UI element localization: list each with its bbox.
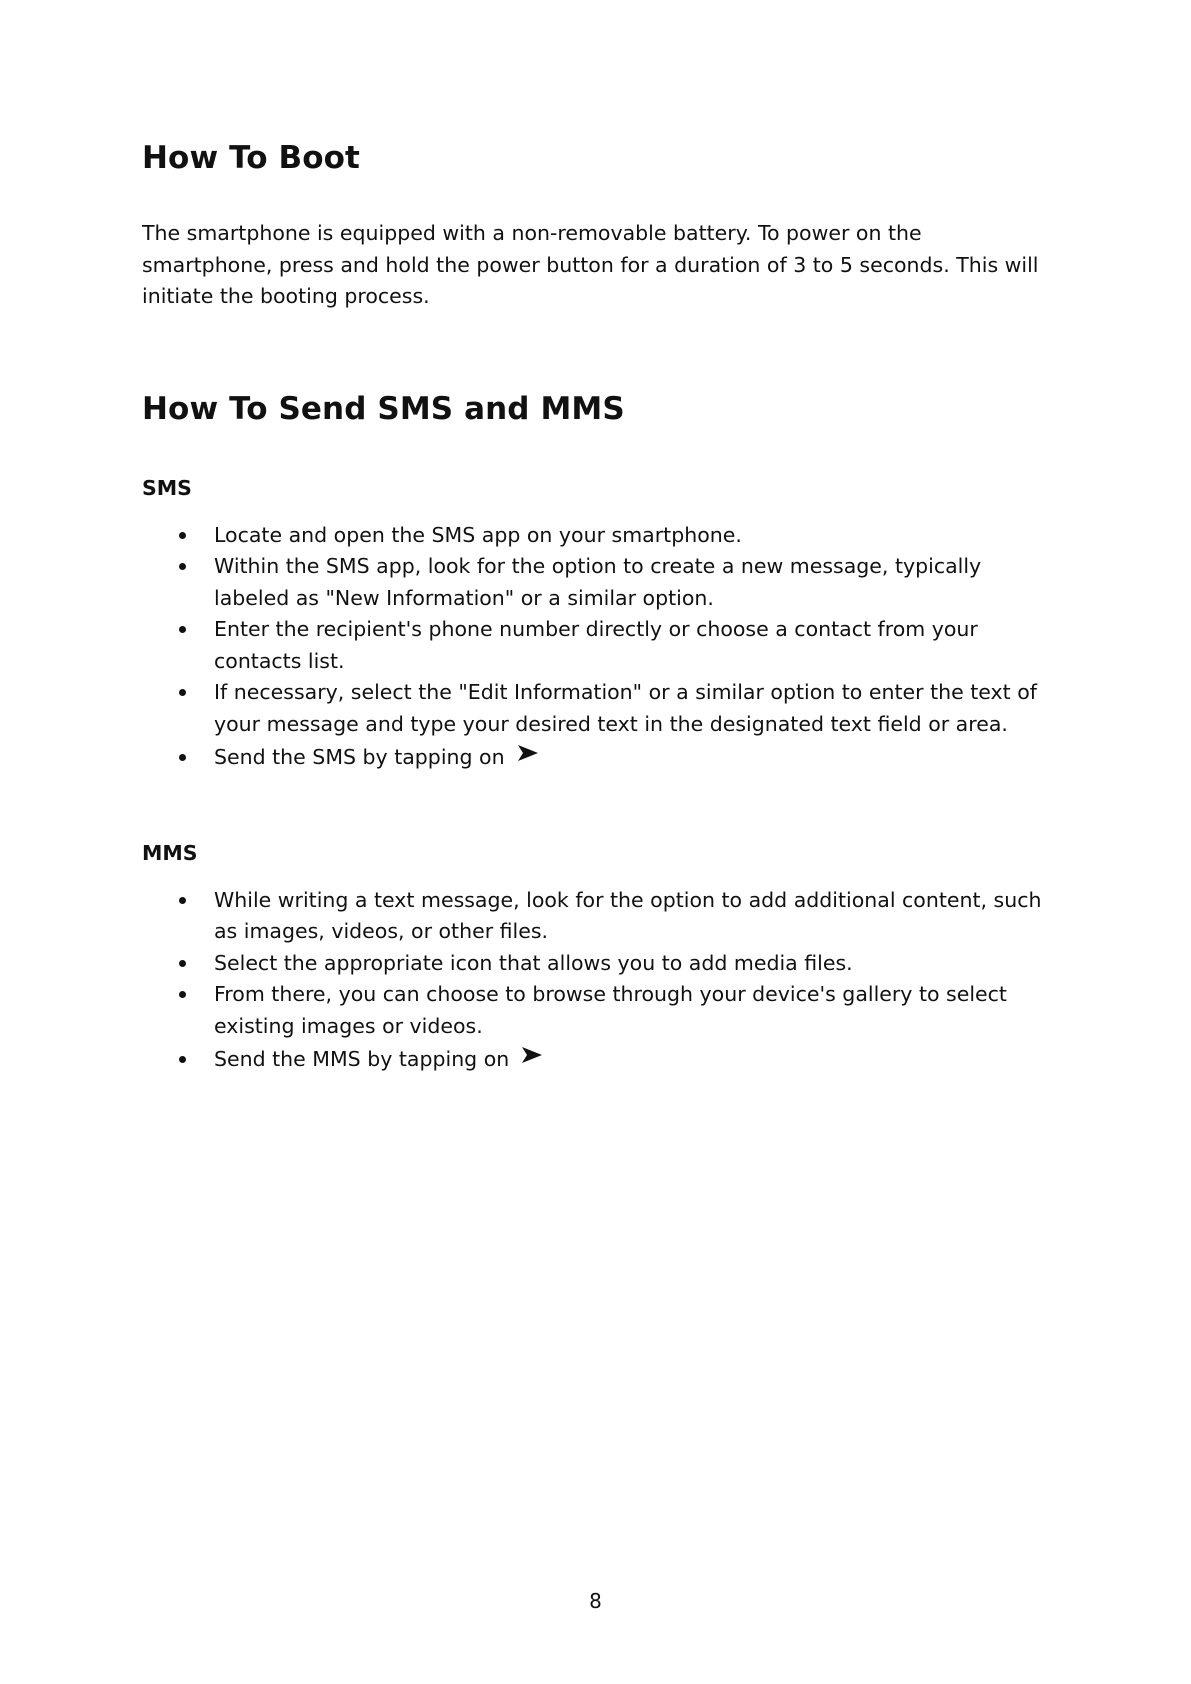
- bullet-dot: [179, 532, 186, 539]
- list-item-text: Enter the recipient's phone number directly or choose a contact from your contacts list.: [214, 617, 978, 673]
- list-item-text: Select the appropriate icon that allows you to add media files.: [214, 950, 853, 975]
- bullet-dot: [179, 991, 186, 998]
- list-item: [214, 948, 1057, 980]
- list-item: [214, 551, 1057, 614]
- list-item-text: Within the SMS app, look for the option to create a new message, typically labeled as "New Information" or a similar option.: [214, 554, 982, 610]
- mms-bullet-list: [142, 885, 1057, 1076]
- page-content: [142, 140, 1057, 1076]
- list-item-text: From there, you can choose to browse through your device's gallery to select existing images or videos.: [214, 982, 1007, 1038]
- bullet-dot: [179, 689, 186, 696]
- list-item: [214, 1044, 1057, 1076]
- mms-subheading: MMS: [142, 840, 198, 865]
- page-number: 8: [589, 1589, 602, 1613]
- bullet-dot: [179, 626, 186, 633]
- list-item: [214, 742, 1057, 774]
- list-item-text: Locate and open the SMS app on your smartphone.: [214, 522, 742, 547]
- heading-how-to-send-sms-mms: How To Send SMS and MMS: [142, 390, 625, 427]
- sms-bullet-list: [142, 520, 1057, 774]
- list-item-text: Send the SMS by tapping on: [214, 745, 505, 770]
- bullet-dot: [179, 960, 186, 967]
- sms-subheading: SMS: [142, 475, 192, 500]
- list-item-text: While writing a text message, look for the option to add additional content, such as images, videos, or other files.: [214, 887, 1042, 944]
- list-item: [214, 614, 1057, 677]
- boot-paragraph: The smartphone is equipped with a non-removable battery. To power on the smartphone, press and hold the power button for a duration of 3 to 5 seconds. This will initiate the booting process.: [142, 221, 1039, 309]
- list-item: [214, 520, 1057, 552]
- send-arrow-icon: [517, 744, 539, 762]
- heading-how-to-boot: How To Boot: [142, 140, 360, 176]
- list-item: [214, 677, 1057, 740]
- list-item-text: If necessary, select the "Edit Information" or a similar option to enter the text of your message and type your desired text in the designated text field or area.: [214, 680, 1037, 736]
- list-item-text: Send the MMS by tapping on: [214, 1047, 510, 1072]
- bullet-dot: [179, 754, 186, 761]
- list-item: [214, 979, 1057, 1042]
- list-item: [214, 885, 1057, 948]
- send-arrow-icon: [521, 1046, 543, 1064]
- bullet-dot: [179, 897, 186, 904]
- bullet-dot: [179, 1056, 186, 1063]
- bullet-dot: [179, 563, 186, 570]
